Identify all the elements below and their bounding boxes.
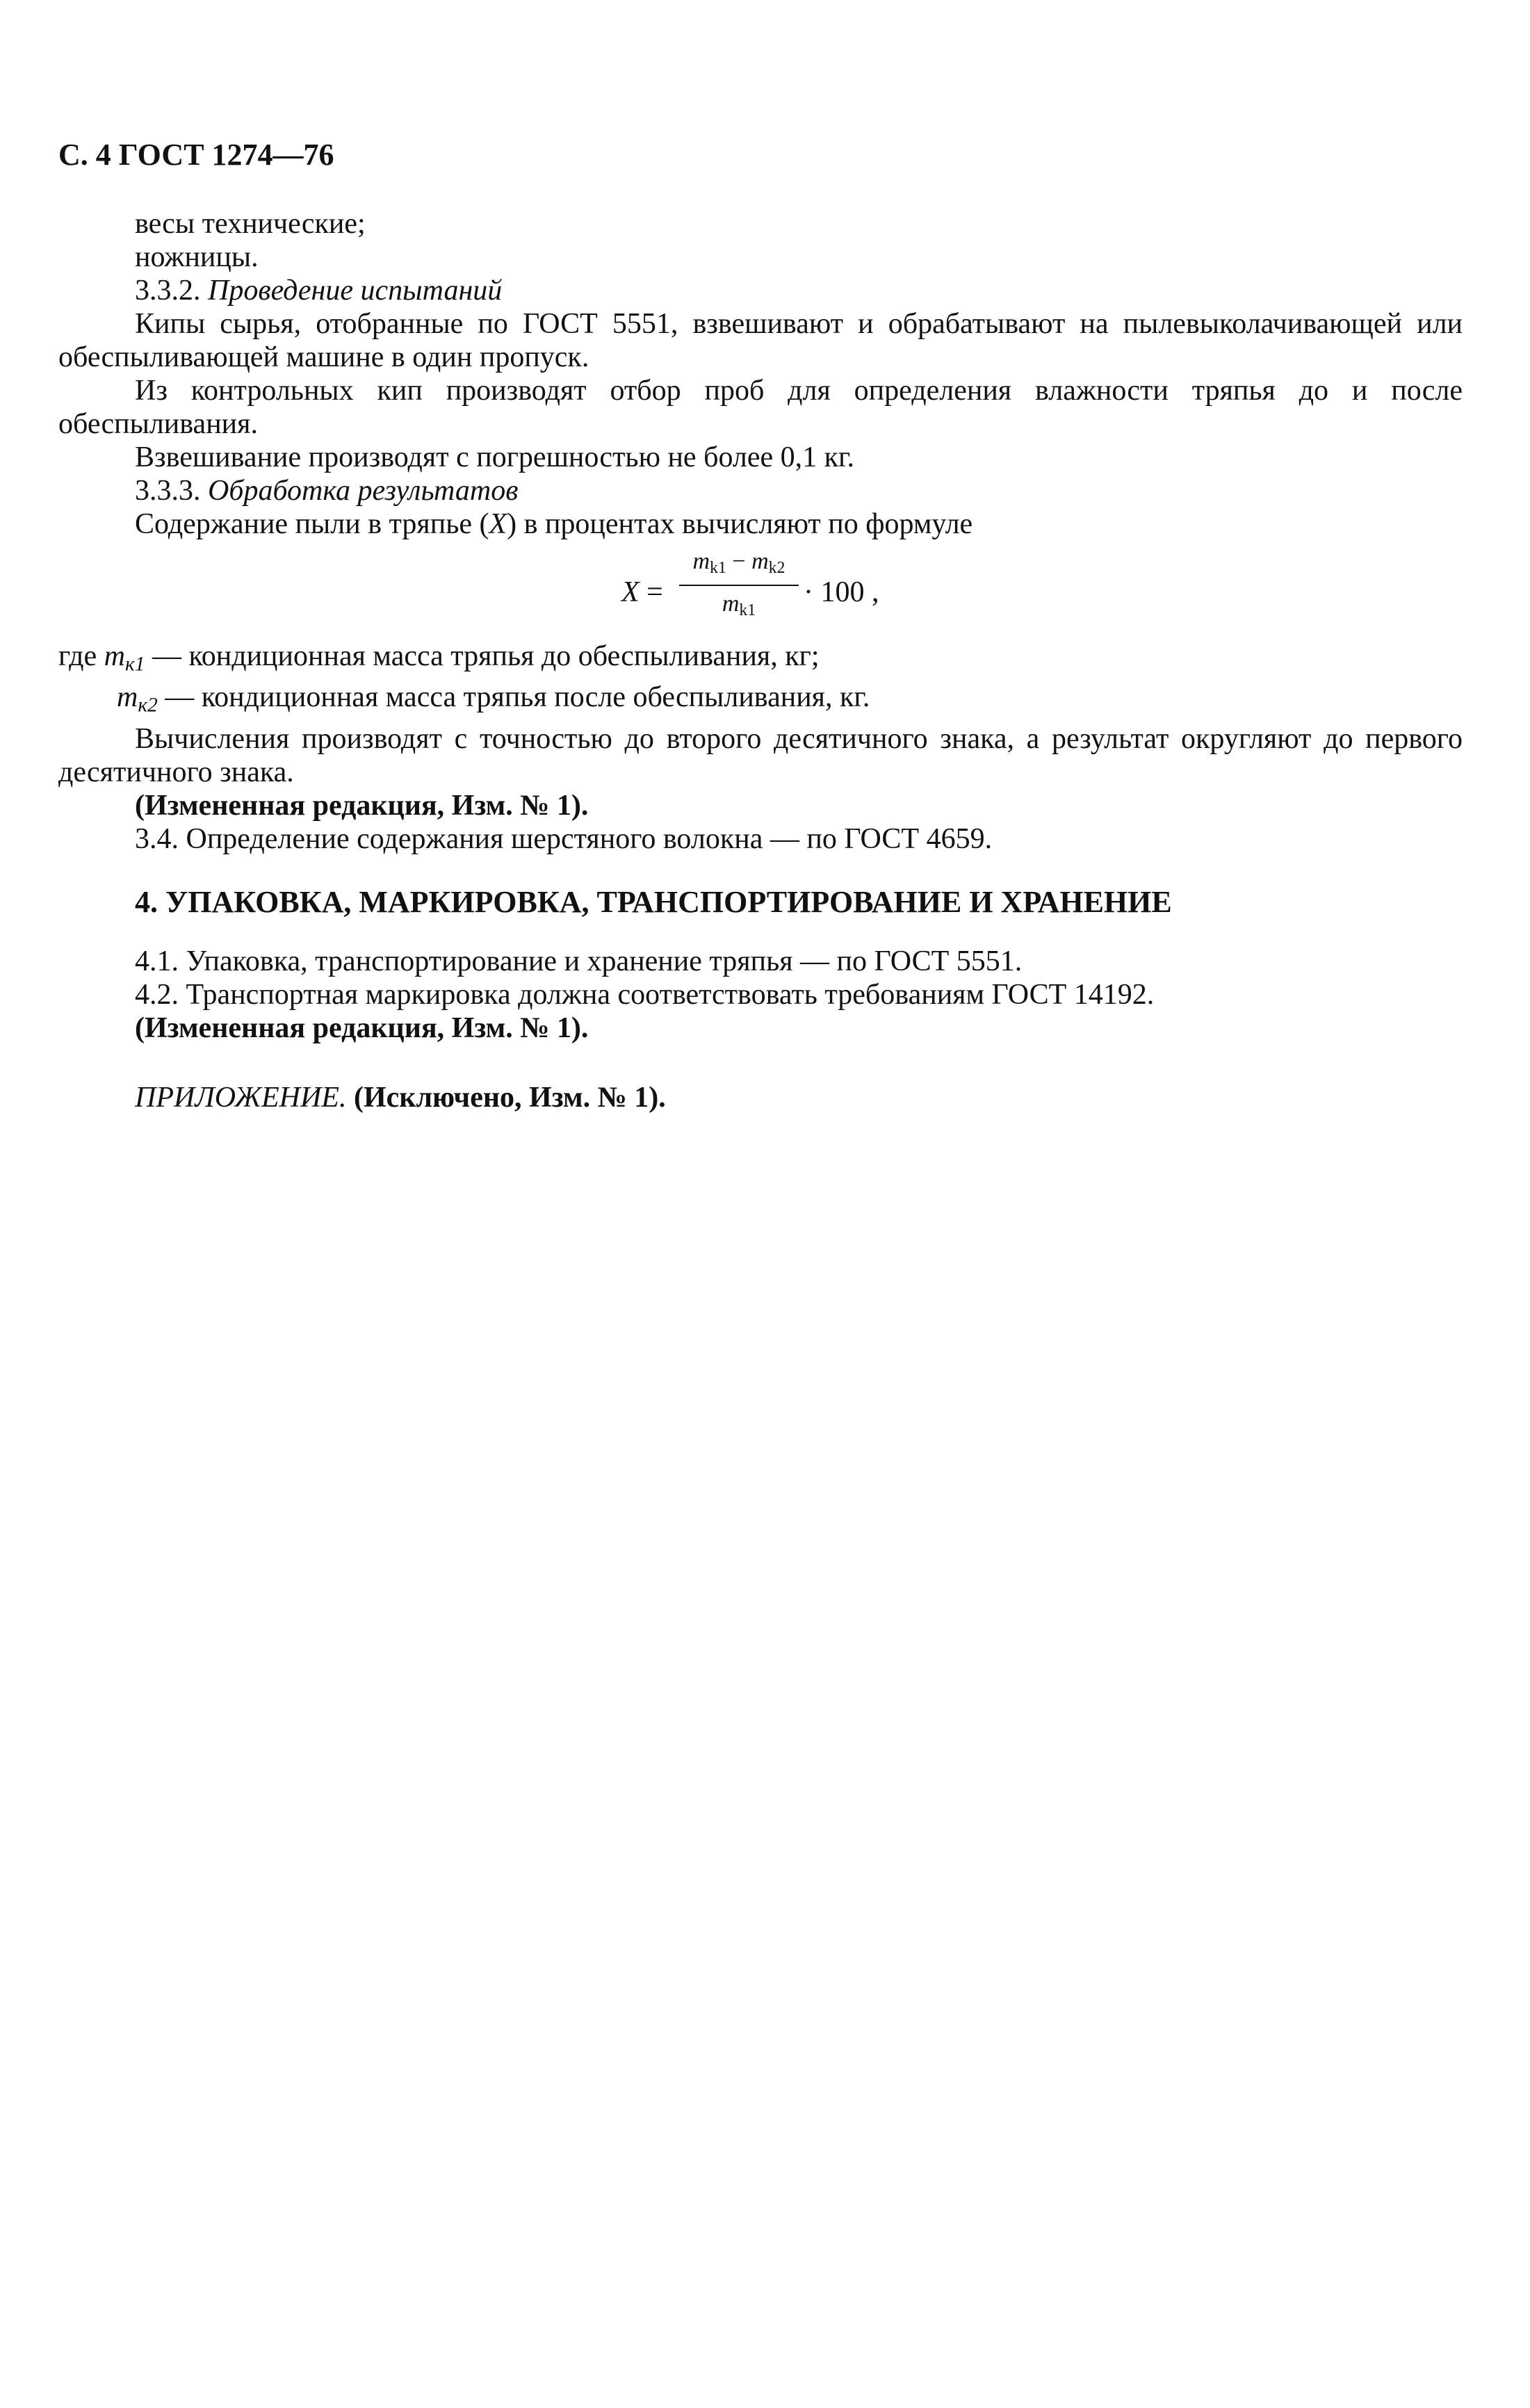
subsection-4-1: 4.1. Упаковка, транспортирование и хранение тряпья — по ГОСТ 5551.: [135, 945, 1023, 977]
paragraph-weighing: Взвешивание производят с погрешностью не более 0,1 кг.: [135, 441, 855, 473]
dust-formula: [58, 542, 1463, 640]
paragraph-accuracy: Вычисления производят с точностью до второго десятичного знака, а результат округляют до первого десятичного знака.: [58, 722, 1463, 788]
subsection-3-3-2: [58, 274, 1463, 307]
amendment-note: (Измененная редакция, Изм. № 1).: [135, 1011, 589, 1044]
subsection-number: 3.3.3.: [135, 475, 201, 507]
paragraph-control-bales: Из контрольных кип производят отбор проб для определения влажности тряпья до и после обеспыливания.: [58, 375, 1463, 440]
formula-numerator: $m_{k1} - m_{k2}$: [692, 548, 786, 577]
section-4-heading: 4. УПАКОВКА, МАРКИРОВКА, ТРАНСПОРТИРОВАНИЕ И ХРАНЕНИЕ: [135, 884, 1172, 919]
formula-fraction: [679, 548, 799, 624]
subsection-3-3-3: [58, 474, 1463, 507]
amendment-note: (Измененная редакция, Изм. № 1).: [135, 789, 589, 822]
formula-lhs: X =: [621, 576, 663, 608]
document-body: [58, 207, 1463, 1114]
formula-denominator: $m_{k1}$: [722, 590, 756, 619]
subsection-3-4: 3.4. Определение содержания шерстяного волокна — по ГОСТ 4659.: [135, 822, 993, 855]
appendix-status: (Исключено, Изм. № 1).: [346, 1081, 666, 1114]
subsection-number: 3.3.2.: [135, 275, 201, 307]
where-mk1: где mк1 — кондиционная масса тряпья до обеспыливания, кг;: [58, 640, 820, 676]
subsection-title: Проведение испытаний: [208, 275, 503, 307]
line-scales: весы технические;: [135, 208, 366, 240]
line-scissors: ножницы.: [135, 241, 259, 273]
page-header: С. 4 ГОСТ 1274—76: [58, 138, 334, 172]
subsection-title: Обработка результатов: [208, 475, 519, 507]
where-mk2: mк2 — кондиционная масса тряпья после обеспыливания, кг.: [117, 681, 870, 717]
formula-rhs: · 100 ,: [804, 576, 879, 608]
subsection-4-2: 4.2. Транспортная маркировка должна соответствовать требованиям ГОСТ 14192.: [135, 978, 1155, 1011]
appendix-note: [58, 1081, 1463, 1114]
paragraph-bales: Кипы сырья, отобранные по ГОСТ 5551, взвешивают и обрабатывают на пылевыколачивающей или обеспыливающей машине в один пропуск.: [58, 308, 1463, 373]
fraction-bar: [679, 585, 799, 586]
paragraph-dust-content: Содержание пыли в тряпье (X) в процентах вычисляют по формуле: [135, 508, 973, 540]
appendix-label: ПРИЛОЖЕНИЕ.: [135, 1081, 347, 1114]
